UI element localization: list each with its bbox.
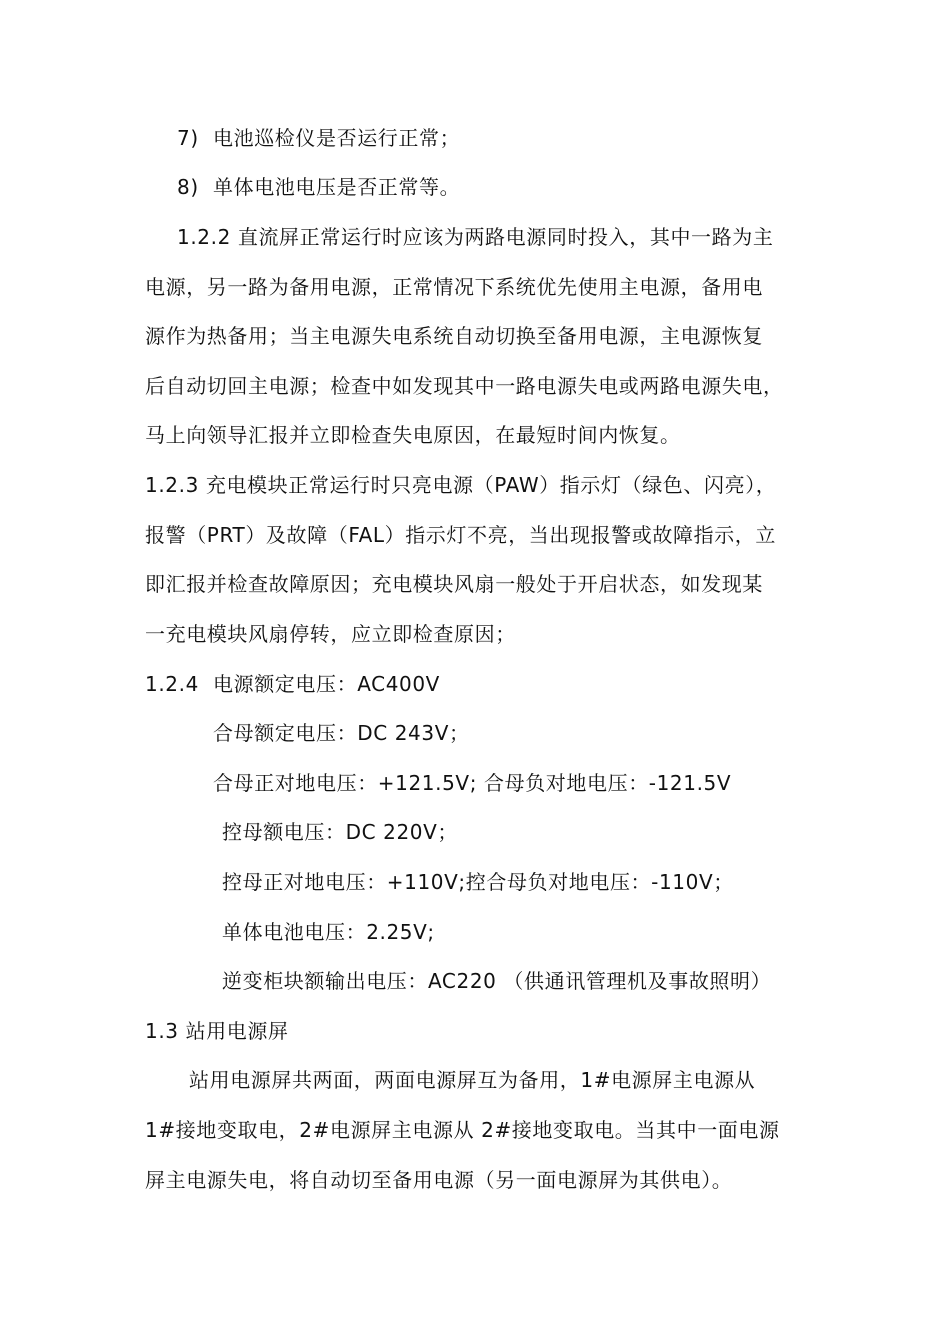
paragraph-1-3-line-3: 屏主电源失电，将自动切至备用电源（另一面电源屏为其供电）。 [145,1168,733,1192]
paragraph-1-2-2-line-2: 电源，另一路为备用电源，正常情况下系统优先使用主电源，备用电 [145,275,763,299]
paragraph-1-2-2-line-5: 马上向领导汇报并立即检查失电原因，在最短时间内恢复。 [145,423,681,447]
spec-line: 电源额定电压：AC400V [213,672,440,696]
spec-line: 合母额定电压：DC 243V； [213,721,470,745]
paragraph-1-2-3-line-1: 1.2.3 充电模块正常运行时只亮电源（PAW）指示灯（绿色、闪亮）， [145,473,777,497]
list-item-8 [177,173,460,201]
list-number: 7) [177,126,199,150]
spec-line: 逆变柜块额输出电压：AC220 （供通讯管理机及事故照明） [222,969,772,993]
list-text: 电池巡检仪是否运行正常； [213,126,461,150]
paragraph-1-3-line-2: 1#接地变取电，2#电源屏主电源从 2#接地变取电。当其中一面电源 [145,1118,780,1142]
section-1-3-heading: 1.3 站用电源屏 [145,1019,289,1043]
list-number: 8) [177,175,199,199]
section-1-2-4-number: 1.2.4 [145,672,199,696]
paragraph-1-2-3-line-3: 即汇报并检查故障原因；充电模块风扇一般处于开启状态，如发现某 [145,572,763,596]
list-item-7 [177,124,460,152]
list-text: 单体电池电压是否正常等。 [213,175,461,199]
spec-line: 合母正对地电压：+121.5V; 合母负对地电压：-121.5V [213,771,732,795]
paragraph-1-3-line-1: 站用电源屏共两面，两面电源屏互为备用，1#电源屏主电源从 [189,1068,756,1092]
spec-line: 控母正对地电压：+110V;控合母负对地电压：-110V； [222,870,734,894]
paragraph-1-2-2-line-3: 源作为热备用；当主电源失电系统自动切换至备用电源，主电源恢复 [145,324,763,348]
paragraph-1-2-2-line-4: 后自动切回主电源；检查中如发现其中一路电源失电或两路电源失电， [145,374,784,398]
paragraph-1-2-3-line-4: 一充电模块风扇停转，应立即检查原因； [145,622,516,646]
paragraph-1-2-3-line-2: 报警（PRT）及故障（FAL）指示灯不亮，当出现报警或故障指示，立 [145,523,777,547]
spec-line: 控母额电压：DC 220V； [222,820,458,844]
paragraph-1-2-2-line-1: 1.2.2 直流屏正常运行时应该为两路电源同时投入，其中一路为主 [177,225,774,249]
spec-line: 单体电池电压：2.25V; [222,920,435,944]
